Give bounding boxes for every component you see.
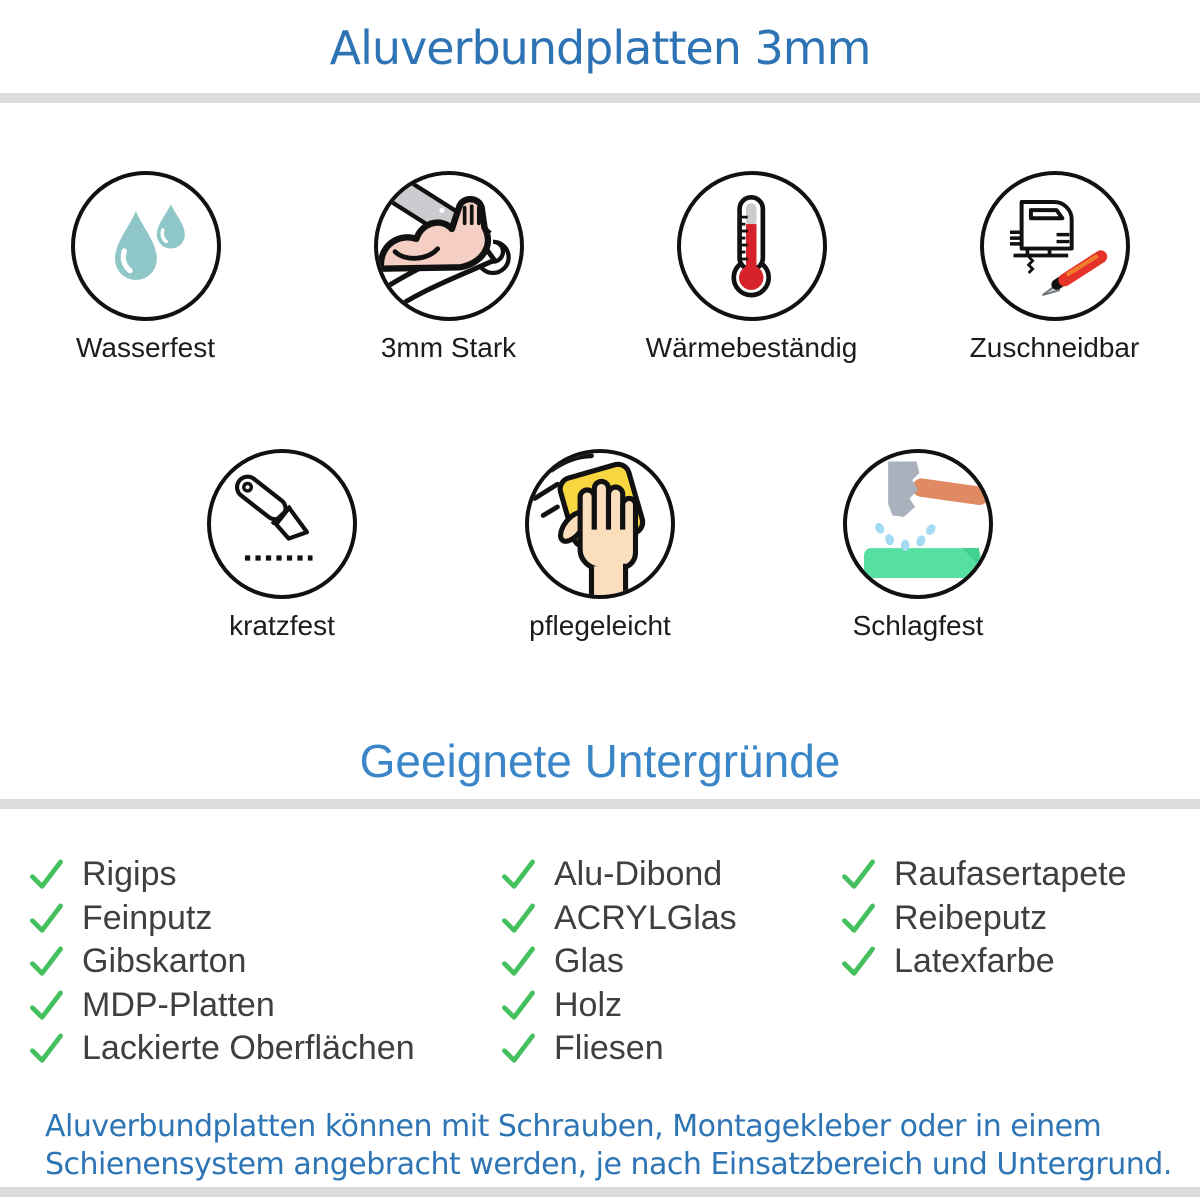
features-row-2: [0, 449, 1200, 643]
feature-kratzfest: [200, 449, 365, 643]
utility-knife-icon: [207, 449, 357, 599]
divider-middle: [0, 799, 1200, 809]
list-item-label: ACRYLGlas: [554, 898, 737, 937]
list-item: [28, 853, 500, 897]
substrates-title: Geeignete Untergründe: [359, 735, 841, 787]
substrates-column-3: [840, 853, 1200, 1071]
list-item: [28, 984, 500, 1028]
list-item-label: Lackierte Oberflächen: [82, 1029, 415, 1068]
check-icon: [28, 987, 65, 1024]
list-item: [500, 1027, 840, 1071]
list-item: [500, 940, 840, 984]
feature-wasserfest: [63, 171, 228, 365]
list-item-label: Gibskarton: [82, 942, 247, 981]
hammer-impact-icon: [843, 449, 993, 599]
feature-label: Schlagfest: [852, 610, 984, 641]
divider-top: [0, 93, 1200, 103]
check-icon: [28, 1030, 65, 1067]
footer-line-2: Schienensystem angebracht werden, je nach Einsatzbereich und Untergrund.: [45, 1146, 1172, 1182]
list-item-label: Fliesen: [554, 1029, 664, 1068]
footer-line-1: Aluverbundplatten können mit Schrauben, Montagekleber oder in einem: [45, 1108, 1102, 1144]
check-icon: [840, 943, 877, 980]
list-item: [500, 853, 840, 897]
feature-3mm-stark: [366, 171, 531, 365]
feature-label: Wärmebeständig: [645, 332, 858, 363]
footer-note: [0, 1108, 1200, 1184]
substrates-columns: [0, 853, 1200, 1071]
cleaning-hand-cloth-icon: [525, 449, 675, 599]
feature-waermebestaendig: [645, 171, 858, 365]
list-item: [840, 940, 1200, 984]
check-icon: [28, 943, 65, 980]
check-icon: [28, 856, 65, 893]
feature-label: 3mm Stark: [380, 332, 517, 363]
water-drops-icon: [71, 171, 221, 321]
list-item-label: Glas: [554, 942, 624, 981]
list-item: [500, 897, 840, 941]
check-icon: [500, 900, 537, 937]
list-item: [28, 940, 500, 984]
list-item-label: Latexfarbe: [894, 942, 1055, 981]
check-icon: [500, 987, 537, 1024]
thermometer-icon: [677, 171, 827, 321]
check-icon: [840, 856, 877, 893]
feature-pflegeleicht: [518, 449, 683, 643]
check-icon: [28, 900, 65, 937]
feature-label: pflegeleicht: [529, 610, 671, 641]
list-item: [28, 897, 500, 941]
feature-zuschneidbar: [969, 171, 1140, 365]
features-row-1: [0, 171, 1200, 365]
muscle-arm-plate-icon: [374, 171, 524, 321]
feature-label: Zuschneidbar: [969, 332, 1140, 363]
list-item: [500, 984, 840, 1028]
list-item-label: Alu-Dibond: [554, 855, 723, 894]
list-item-label: Feinputz: [82, 898, 213, 937]
check-icon: [500, 1030, 537, 1067]
list-item-label: Reibeputz: [894, 898, 1048, 937]
list-item-label: Rigips: [82, 855, 177, 894]
check-icon: [500, 943, 537, 980]
list-item: [840, 897, 1200, 941]
list-item: [28, 1027, 500, 1071]
check-icon: [500, 856, 537, 893]
jigsaw-knife-icon: [980, 171, 1130, 321]
check-icon: [840, 900, 877, 937]
list-item-label: MDP-Platten: [82, 985, 275, 1024]
substrates-column-2: [500, 853, 840, 1071]
list-item-label: Holz: [554, 985, 623, 1024]
feature-label: kratzfest: [229, 610, 335, 641]
page-title: Aluverbundplatten 3mm: [329, 21, 871, 75]
substrates-column-1: [28, 853, 500, 1071]
list-item: [840, 853, 1200, 897]
feature-schlagfest: [836, 449, 1001, 643]
feature-label: Wasserfest: [76, 332, 215, 363]
divider-bottom: [0, 1187, 1200, 1197]
list-item-label: Raufasertapete: [894, 855, 1127, 894]
